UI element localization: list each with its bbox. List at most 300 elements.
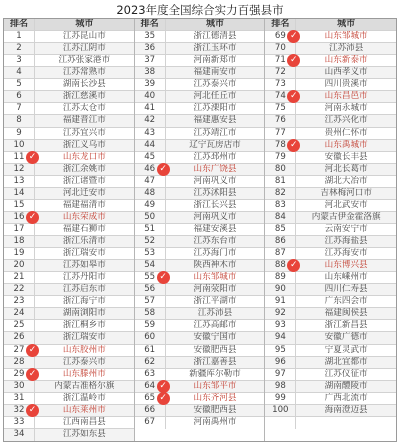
- rank-cell: 72: [265, 67, 296, 78]
- city-cell: 河北长葛市: [324, 163, 368, 174]
- table-row: [4, 417, 134, 429]
- rank-cell: 8: [4, 115, 35, 126]
- table-row: [4, 429, 134, 441]
- city-cell: 浙江桐乡市: [62, 320, 106, 331]
- checkmark-icon: ✓: [287, 90, 300, 103]
- city-cell: 江苏海安市: [324, 248, 368, 259]
- rank-cell: 53: [135, 248, 166, 259]
- table-row: [265, 393, 396, 405]
- table-row: [4, 248, 134, 260]
- city-header: 城市: [205, 19, 224, 29]
- table-row: [265, 43, 396, 55]
- rank-cell: 16: [4, 212, 35, 223]
- table-row: [265, 248, 396, 260]
- city-cell: 浙江德清县: [193, 31, 237, 42]
- city-cell: [296, 417, 396, 429]
- city-cell: 江苏邳州市: [193, 151, 237, 162]
- table-row: [4, 140, 134, 152]
- rank-cell: 82: [265, 188, 296, 199]
- rank-cell: 34: [4, 429, 35, 441]
- table-row: [265, 140, 396, 152]
- rank-cell: 41: [135, 103, 166, 114]
- rank-cell: 51: [135, 224, 166, 235]
- checkmark-icon: ✓: [157, 271, 170, 284]
- city-cell: 福建安溪县: [193, 223, 237, 234]
- table-row: [265, 296, 396, 308]
- city-cell: 河南永城市: [324, 103, 368, 114]
- rank-cell: 2: [4, 43, 35, 54]
- rank-cell: 26: [4, 332, 35, 343]
- city-cell: 海南澄迈县: [324, 404, 368, 415]
- header-row: [135, 19, 265, 31]
- rank-cell: 47: [135, 176, 166, 187]
- table-row: [135, 236, 265, 248]
- rank-cell: 6: [4, 91, 35, 102]
- table-row: [265, 200, 396, 212]
- rank-cell: 54: [135, 260, 166, 271]
- city-cell: 浙江海宁市: [62, 296, 106, 307]
- city-cell: 山东齐河县: [193, 392, 237, 403]
- city-cell: 江苏东台市: [193, 236, 237, 247]
- rank-cell: 7: [4, 103, 35, 114]
- table-row: [4, 357, 134, 369]
- city-cell: 安徽广德市: [324, 332, 368, 343]
- table-row: [265, 224, 396, 236]
- table-row: [4, 79, 134, 91]
- table-row: [4, 393, 134, 405]
- rank-cell: 37: [135, 55, 166, 66]
- table-row: [4, 369, 134, 381]
- table-row: [265, 357, 396, 369]
- table-row: [265, 128, 396, 140]
- city-cell: 山东胶州市: [62, 344, 106, 355]
- city-cell: 福建石狮市: [62, 223, 106, 234]
- city-cell: 浙江玉环市: [193, 43, 237, 54]
- table-row: [4, 320, 134, 332]
- rank-cell: 73: [265, 79, 296, 90]
- rank-cell: 55: [135, 272, 166, 283]
- city-cell: 江苏靖江市: [193, 127, 237, 138]
- table-row: [135, 224, 265, 236]
- city-cell: 湖北宜都市: [324, 356, 368, 367]
- rank-cell: 74: [265, 91, 296, 102]
- rank-cell: 15: [4, 200, 35, 211]
- rank-cell: 22: [4, 284, 35, 295]
- city-cell: 江苏常熟市: [62, 67, 106, 78]
- table-row: [265, 79, 396, 91]
- table-row: [135, 91, 265, 103]
- table-row: [135, 272, 265, 284]
- table-row: [265, 115, 396, 127]
- table-row: [265, 381, 396, 393]
- rank-cell: 49: [135, 200, 166, 211]
- rank-cell: 92: [265, 308, 296, 319]
- rank-cell: 40: [135, 91, 166, 102]
- checkmark-icon: ✓: [157, 380, 170, 393]
- city-cell: 安徽肥西县: [193, 344, 237, 355]
- table-row: [4, 128, 134, 140]
- table-row: [265, 405, 396, 417]
- rank-cell: 32: [4, 405, 35, 416]
- rank-cell: 58: [135, 308, 166, 319]
- checkmark-icon: ✓: [26, 211, 39, 224]
- table-row: [265, 55, 396, 67]
- city-cell: 江苏如东县: [62, 428, 106, 439]
- table-row: [135, 417, 265, 429]
- rank-cell: 27: [4, 345, 35, 356]
- city-cell: 新疆库尔勒市: [189, 368, 241, 379]
- table-row: [135, 55, 265, 67]
- rank-cell: 1: [4, 31, 35, 42]
- city-cell: 浙江瑞安市: [62, 248, 106, 259]
- rank-cell: 43: [135, 128, 166, 139]
- rank-cell: 12: [4, 164, 35, 175]
- table-row: [265, 236, 396, 248]
- table-row: [135, 31, 265, 43]
- rank-cell: 45: [135, 152, 166, 163]
- table-row: [4, 152, 134, 164]
- rank-cell: 77: [265, 128, 296, 139]
- table-row: [4, 31, 134, 43]
- rank-cell: 84: [265, 212, 296, 223]
- city-cell: 山东荣成市: [62, 211, 106, 222]
- table-row: [135, 332, 265, 344]
- rank-cell: 89: [265, 272, 296, 283]
- rank-cell: 18: [4, 236, 35, 247]
- rank-cell: 100: [265, 405, 296, 416]
- table-row: [4, 224, 134, 236]
- rank-cell: 67: [135, 417, 166, 429]
- city-cell: 江苏海门市: [193, 248, 237, 259]
- city-cell: 江苏泰兴市: [193, 79, 237, 90]
- city-cell: 江苏丹阳市: [62, 272, 106, 283]
- table-row: [265, 176, 396, 188]
- city-cell: 江西南昌县: [62, 416, 106, 427]
- city-cell: 山东昌邑市: [324, 91, 368, 102]
- table-row: [135, 357, 265, 369]
- city-cell: 山东莱州市: [62, 404, 106, 415]
- rank-cell: 11: [4, 152, 35, 163]
- city-cell: 福建南安市: [193, 67, 237, 78]
- table-row: [135, 212, 265, 224]
- city-cell: 浙江平湖市: [193, 296, 237, 307]
- rank-cell: 97: [265, 369, 296, 380]
- table-row: [135, 128, 265, 140]
- rank-cell: 10: [4, 140, 35, 151]
- rank-cell: 63: [135, 369, 166, 380]
- city-cell: 江苏兴化市: [324, 115, 368, 126]
- table-row: [265, 369, 396, 381]
- table-row: [265, 345, 396, 357]
- table-row: [265, 272, 396, 284]
- table-row: [135, 43, 265, 55]
- rank-cell: 28: [4, 357, 35, 368]
- rank-cell: 56: [135, 284, 166, 295]
- rank-header: 排名: [265, 19, 296, 30]
- city-cell: 辽宁瓦房店市: [189, 139, 241, 150]
- rank-cell: 93: [265, 320, 296, 331]
- table-row: [135, 176, 265, 188]
- city-cell: 山东新泰市: [324, 55, 368, 66]
- city-cell: 云南安宁市: [324, 223, 368, 234]
- city-cell: 河南新郑市: [193, 55, 237, 66]
- rank-cell: 86: [265, 236, 296, 247]
- city-cell: 山东邹城市: [324, 31, 368, 42]
- table-row: [4, 381, 134, 393]
- table-row: [135, 369, 265, 381]
- rank-cell: 60: [135, 332, 166, 343]
- rank-cell: 42: [135, 115, 166, 126]
- table-row: [4, 260, 134, 272]
- city-cell: 吉林梅河口市: [320, 187, 372, 198]
- checkmark-icon: ✓: [26, 404, 39, 417]
- rank-cell: 17: [4, 224, 35, 235]
- rank-cell: 78: [265, 140, 296, 151]
- rank-cell: 61: [135, 345, 166, 356]
- rank-header: 排名: [4, 19, 35, 30]
- city-cell: 浙江余姚市: [62, 163, 106, 174]
- rank-cell: 69: [265, 31, 296, 42]
- rank-cell: 36: [135, 43, 166, 54]
- table-row: [265, 320, 396, 332]
- city-cell: 山东龙口市: [62, 151, 106, 162]
- city-cell: 河北任丘市: [193, 91, 237, 102]
- table-row: [135, 260, 265, 272]
- city-cell: 江苏海盐县: [324, 236, 368, 247]
- rank-cell: 85: [265, 224, 296, 235]
- ranking-table: [3, 18, 397, 442]
- table-row: [4, 236, 134, 248]
- table-row: [135, 164, 265, 176]
- city-cell: 江苏宜兴市: [62, 127, 106, 138]
- city-cell: 山东禹城市: [324, 139, 368, 150]
- table-row: [135, 405, 265, 417]
- city-cell: 山东滕州市: [62, 368, 106, 379]
- table-row: [135, 320, 265, 332]
- rank-header: 排名: [135, 19, 166, 30]
- table-row: [135, 381, 265, 393]
- rank-cell: 19: [4, 248, 35, 259]
- table-column-1: [4, 19, 135, 441]
- rank-cell: 52: [135, 236, 166, 247]
- table-row: [135, 188, 265, 200]
- table-column-2: [135, 19, 266, 441]
- rank-cell: 87: [265, 248, 296, 259]
- table-row: [4, 103, 134, 115]
- table-row: [265, 308, 396, 320]
- table-row: [4, 272, 134, 284]
- table-row: [4, 176, 134, 188]
- table-row: [265, 164, 396, 176]
- rank-cell: 48: [135, 188, 166, 199]
- city-cell: 山东广饶县: [193, 163, 237, 174]
- rank-cell: 44: [135, 140, 166, 151]
- city-cell: 四川仁寿县: [324, 284, 368, 295]
- rank-cell: 9: [4, 128, 35, 139]
- rank-cell: 24: [4, 308, 35, 319]
- table-row: [135, 140, 265, 152]
- table-row: [4, 345, 134, 357]
- rank-cell: 35: [135, 31, 166, 42]
- city-cell: 浙江诸暨市: [62, 175, 106, 186]
- city-cell: 江苏泰兴市: [62, 356, 106, 367]
- city-cell: 浙江新昌县: [324, 320, 368, 331]
- rank-cell: 33: [4, 417, 35, 428]
- city-cell: 浙江乐清市: [62, 236, 106, 247]
- rank-cell: 62: [135, 357, 166, 368]
- city-cell: 江苏昆山市: [62, 31, 106, 42]
- city-cell: 山东邹平市: [193, 380, 237, 391]
- city-cell: 河北武安市: [324, 199, 368, 210]
- rank-cell: 90: [265, 284, 296, 295]
- rank-cell: 39: [135, 79, 166, 90]
- table-row: [135, 152, 265, 164]
- table-row: [135, 296, 265, 308]
- table-row: [135, 79, 265, 91]
- table-row: [4, 212, 134, 224]
- table-row: [4, 188, 134, 200]
- table-row: [4, 405, 134, 417]
- city-cell: 河南巩义市: [193, 211, 237, 222]
- rank-cell: 5: [4, 79, 35, 90]
- city-cell: 山东博兴县: [324, 260, 368, 271]
- city-header: 城市: [75, 19, 94, 29]
- city-cell: 湖南浏阳市: [62, 308, 106, 319]
- rank-cell: 21: [4, 272, 35, 283]
- table-row: [265, 332, 396, 344]
- city-cell: 贵州仁怀市: [324, 127, 368, 138]
- city-cell: 内蒙古伊金霍洛旗: [311, 211, 381, 222]
- city-cell: 江苏启东市: [62, 284, 106, 295]
- table-row: [265, 103, 396, 115]
- city-cell: 江苏沭阳县: [193, 187, 237, 198]
- rank-cell: 65: [135, 393, 166, 404]
- table-row: [4, 55, 134, 67]
- rank-cell: 81: [265, 176, 296, 187]
- city-cell: 江苏沛县: [328, 43, 364, 54]
- rank-cell: 70: [265, 43, 296, 54]
- table-row: [135, 345, 265, 357]
- rank-cell: 14: [4, 188, 35, 199]
- city-cell: 河南巩义市: [193, 175, 237, 186]
- table-row: [4, 164, 134, 176]
- rank-cell: 29: [4, 369, 35, 380]
- city-cell: 浙江温岭市: [62, 392, 106, 403]
- header-row: [265, 19, 396, 31]
- rank-cell: 99: [265, 393, 296, 404]
- rank-cell: 76: [265, 115, 296, 126]
- rank-cell: 64: [135, 381, 166, 392]
- rank-cell: 38: [135, 67, 166, 78]
- rank-cell: 91: [265, 296, 296, 307]
- city-cell: 江苏如皋市: [62, 260, 106, 271]
- table-row: [4, 67, 134, 79]
- city-cell: 湖南醴陵市: [324, 380, 368, 391]
- city-cell: 江苏张家港市: [58, 55, 111, 66]
- rank-cell: 3: [4, 55, 35, 66]
- table-row: [135, 200, 265, 212]
- table-row: [135, 308, 265, 320]
- city-cell: 安徽宁国市: [193, 332, 237, 343]
- table-row: [265, 188, 396, 200]
- rank-cell: 20: [4, 260, 35, 271]
- checkmark-icon: ✓: [287, 139, 300, 152]
- rank-cell: 4: [4, 67, 35, 78]
- checkmark-icon: ✓: [26, 368, 39, 381]
- table-row: [135, 284, 265, 296]
- table-row: [4, 115, 134, 127]
- rank-cell: 94: [265, 332, 296, 343]
- city-cell: 江苏仪征市: [324, 368, 368, 379]
- table-row: [4, 284, 134, 296]
- table-row: [135, 393, 265, 405]
- rank-cell: 80: [265, 164, 296, 175]
- header-row: [4, 19, 134, 31]
- city-cell: 福建福清市: [62, 199, 106, 210]
- city-cell: 浙江瑞安市: [62, 332, 106, 343]
- city-cell: 浙江嘉善县: [193, 356, 237, 367]
- city-cell: 河南禹州市: [193, 416, 237, 427]
- checkmark-icon: ✓: [26, 151, 39, 164]
- city-cell: 四川贵溪市: [324, 79, 368, 90]
- rank-cell: 31: [4, 393, 35, 404]
- city-cell: 浙江慈溪市: [62, 91, 106, 102]
- city-cell: 山西孝义市: [324, 67, 368, 78]
- rank-cell: 95: [265, 345, 296, 356]
- rank-cell: 88: [265, 260, 296, 271]
- rank-cell: 23: [4, 296, 35, 307]
- table-row: [135, 103, 265, 115]
- city-cell: 山东嵊州市: [324, 272, 368, 283]
- city-cell: 福建闽侯县: [324, 308, 368, 319]
- rank-cell: 71: [265, 55, 296, 66]
- city-cell: 湖南长沙县: [62, 79, 106, 90]
- city-cell: 浙江义乌市: [62, 139, 106, 150]
- checkmark-icon: ✓: [287, 30, 300, 43]
- city-cell: 湖北大冶市: [324, 175, 368, 186]
- checkmark-icon: ✓: [287, 259, 300, 272]
- rank-cell: 59: [135, 320, 166, 331]
- rank-cell: 30: [4, 381, 35, 392]
- city-cell: 江苏高邮市: [193, 320, 237, 331]
- rank-cell: 13: [4, 176, 35, 187]
- table-row: [135, 67, 265, 79]
- city-cell: 安徽长丰县: [324, 151, 368, 162]
- table-row: [4, 296, 134, 308]
- rank-cell: 98: [265, 381, 296, 392]
- city-cell: 山东邹城市: [193, 272, 237, 283]
- checkmark-icon: ✓: [157, 392, 170, 405]
- city-cell: 江苏溧阳市: [193, 103, 237, 114]
- checkmark-icon: ✓: [26, 344, 39, 357]
- city-cell: 陕西神木市: [193, 260, 237, 271]
- rank-cell: 57: [135, 296, 166, 307]
- rank-cell: 96: [265, 357, 296, 368]
- checkmark-icon: ✓: [287, 54, 300, 67]
- rank-cell: 79: [265, 152, 296, 163]
- table-row: [135, 248, 265, 260]
- table-row: [265, 260, 396, 272]
- city-cell: 广东四会市: [324, 296, 368, 307]
- city-cell: 江苏沛县: [197, 308, 233, 319]
- table-row: [4, 200, 134, 212]
- rank-cell: 25: [4, 320, 35, 331]
- table-row: [265, 212, 396, 224]
- table-row: [4, 332, 134, 344]
- city-cell: 江苏江阴市: [62, 43, 106, 54]
- table-row: [135, 115, 265, 127]
- city-cell: 广西北流市: [324, 392, 368, 403]
